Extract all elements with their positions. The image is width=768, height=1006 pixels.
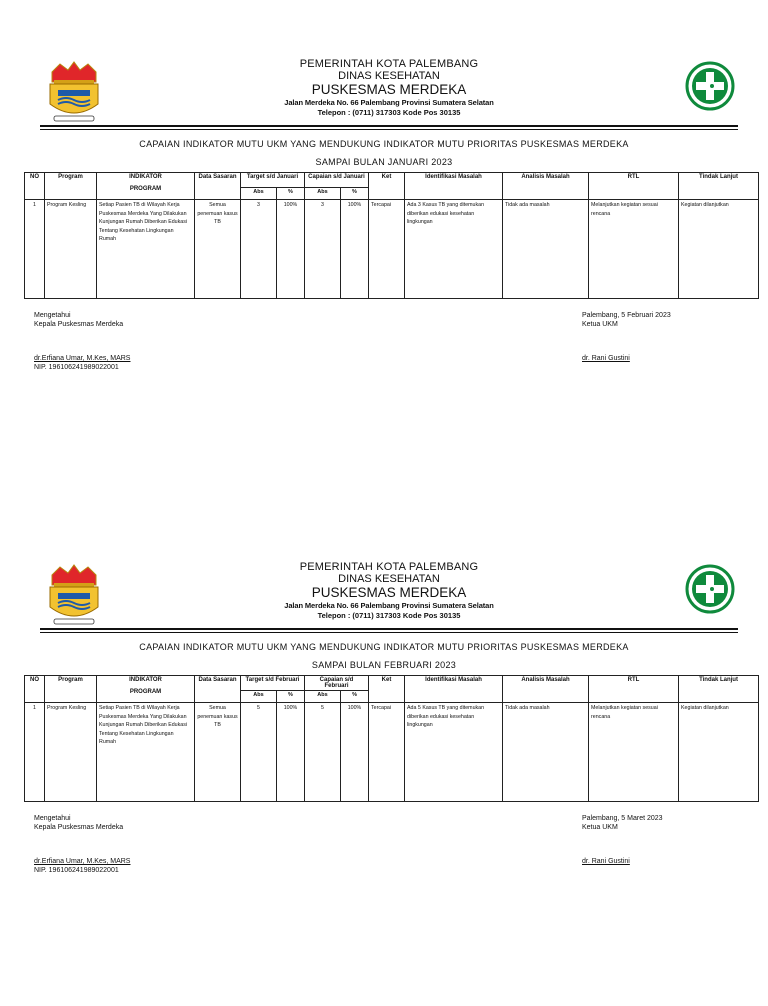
sign-right-label1: Palembang, 5 Maret 2023 <box>582 815 663 822</box>
header-puskesmas: PUSKESMAS MERDEKA <box>311 82 467 97</box>
col-identifikasi: Identifikasi Masalah <box>405 173 503 200</box>
report-february <box>0 503 768 903</box>
palembang-city-emblem-icon <box>46 563 102 627</box>
cell-target-pct: 100% <box>277 703 305 802</box>
col-capaian: Capaian s/d Februari <box>305 676 369 691</box>
col-ket: Ket <box>369 676 405 703</box>
report-title: CAPAIAN INDIKATOR MUTU UKM YANG MENDUKUNG INDIKATOR MUTU PRIORITAS PUSKESMAS MERDEKA <box>139 642 629 652</box>
cell-tindak: Kegiatan dilanjutkan <box>679 200 759 299</box>
sign-right-label1: Palembang, 5 Februari 2023 <box>582 312 671 319</box>
cell-sasaran: Semua penemuan kasus TB <box>195 703 241 802</box>
cell-no: 1 <box>25 703 45 802</box>
header-divider <box>40 125 738 127</box>
col-rtl: RTL <box>589 173 679 200</box>
cell-target-pct: 100% <box>277 200 305 299</box>
cell-analisis: Tidak ada masalah <box>503 703 589 802</box>
indicator-table <box>24 172 759 299</box>
header-government: PEMERINTAH KOTA PALEMBANG <box>299 58 479 70</box>
cell-rtl: Melanjutkan kegiatan sesuai rencana <box>589 200 679 299</box>
col-data-sasaran: Data Sasaran <box>195 676 241 703</box>
cell-capaian-abs: 5 <box>305 703 341 802</box>
cell-identifikasi: Ada 5 Kasus TB yang ditemukan diberikan edukasi kesehatan lingkungan <box>405 703 503 802</box>
sign-left-name: dr.Erfiana Umar, M.Kes, MARS <box>34 858 131 865</box>
cell-indikator: Setiap Pasien TB di Wilayah Kerja Puskesmas Merdeka Yang Dilakukan Kunjungan Rumah Diberikan Edukasi Tentang Kesehatan Lingkungan Rumah <box>97 200 195 299</box>
col-identifikasi: Identifikasi Masalah <box>405 676 503 703</box>
sign-left-label2: Kepala Puskesmas Merdeka <box>34 321 124 328</box>
header-divider-thin <box>40 129 738 130</box>
col-data-sasaran: Data Sasaran <box>195 173 241 200</box>
cell-no: 1 <box>25 200 45 299</box>
signature-left <box>34 814 130 875</box>
cell-ket: Tercapai <box>369 703 405 802</box>
cell-sasaran: Semua penemuan kasus TB <box>195 200 241 299</box>
col-rtl: RTL <box>589 676 679 703</box>
report-subtitle: SAMPAI BULAN JANUARI 2023 <box>315 157 453 167</box>
cell-analisis: Tidak ada masalah <box>503 200 589 299</box>
sign-right-label2: Ketua UKM <box>582 321 618 328</box>
col-capaian-abs: Abs <box>305 691 341 703</box>
cell-capaian-pct: 100% <box>341 703 369 802</box>
cell-capaian-pct: 100% <box>341 200 369 299</box>
header-divider <box>40 628 738 630</box>
header-government: PEMERINTAH KOTA PALEMBANG <box>299 561 479 573</box>
signature-left <box>34 311 130 372</box>
sign-right-name: dr. Rani Gustini <box>582 858 630 865</box>
indicator-table <box>24 675 759 802</box>
report-january <box>0 0 768 400</box>
col-no: NO <box>25 173 45 200</box>
letterhead <box>200 58 578 122</box>
sign-left-label1: Mengetahui <box>34 815 71 822</box>
col-analisis: Analisis Masalah <box>503 173 589 200</box>
header-phone: Telepon : (0711) 317303 Kode Pos 30135 <box>317 611 461 620</box>
col-no: NO <box>25 676 45 703</box>
sign-left-nip: NIP. 196106241989022001 <box>34 364 119 371</box>
col-capaian: Capaian s/d Januari <box>305 173 369 188</box>
cell-rtl: Melanjutkan kegiatan sesuai rencana <box>589 703 679 802</box>
cell-program: Program Kesling <box>45 703 97 802</box>
col-target-pct: % <box>277 188 305 200</box>
cell-program: Program Kesling <box>45 200 97 299</box>
col-capaian-abs: Abs <box>305 188 341 200</box>
cell-capaian-abs: 3 <box>305 200 341 299</box>
cell-indikator: Setiap Pasien TB di Wilayah Kerja Puskesmas Merdeka Yang Dilakukan Kunjungan Rumah Diberikan Edukasi Tentang Kesehatan Lingkungan Rumah <box>97 703 195 802</box>
col-indikator: INDIKATOR PROGRAM <box>97 173 195 200</box>
report-subtitle: SAMPAI BULAN FEBRUARI 2023 <box>311 660 457 670</box>
header-address: Jalan Merdeka No. 66 Palembang Provinsi Sumatera Selatan <box>284 98 494 107</box>
table-row <box>25 703 759 802</box>
sign-left-nip: NIP. 196106241989022001 <box>34 867 119 874</box>
sign-right-label2: Ketua UKM <box>582 824 618 831</box>
col-capaian-pct: % <box>341 691 369 703</box>
cell-target-abs: 5 <box>241 703 277 802</box>
health-cross-emblem-icon <box>684 563 736 615</box>
header-department: DINAS KESEHATAN <box>338 573 440 585</box>
sign-left-label1: Mengetahui <box>34 312 71 319</box>
col-program: Program <box>45 173 97 200</box>
health-cross-emblem-icon <box>684 60 736 112</box>
header-phone: Telepon : (0711) 317303 Kode Pos 30135 <box>317 108 461 117</box>
cell-ket: Tercapai <box>369 200 405 299</box>
col-analisis: Analisis Masalah <box>503 676 589 703</box>
header-department: DINAS KESEHATAN <box>338 70 440 82</box>
col-target-pct: % <box>277 691 305 703</box>
palembang-city-emblem-icon <box>46 60 102 124</box>
col-indikator: INDIKATOR PROGRAM <box>97 676 195 703</box>
header-divider-thin <box>40 632 738 633</box>
col-target-abs: Abs <box>241 188 277 200</box>
col-target-abs: Abs <box>241 691 277 703</box>
letterhead <box>200 561 578 625</box>
sign-left-label2: Kepala Puskesmas Merdeka <box>34 824 124 831</box>
col-capaian-pct: % <box>341 188 369 200</box>
col-tindak: Tindak Lanjut <box>679 173 759 200</box>
table-row <box>25 200 759 299</box>
header-address: Jalan Merdeka No. 66 Palembang Provinsi Sumatera Selatan <box>284 601 494 610</box>
signature-right <box>582 311 671 363</box>
cell-target-abs: 3 <box>241 200 277 299</box>
cell-identifikasi: Ada 3 Kasus TB yang ditemukan diberikan edukasi kesehatan lingkungan <box>405 200 503 299</box>
report-title: CAPAIAN INDIKATOR MUTU UKM YANG MENDUKUNG INDIKATOR MUTU PRIORITAS PUSKESMAS MERDEKA <box>139 139 629 149</box>
col-target: Target s/d Februari <box>241 676 305 691</box>
col-target: Target s/d Januari <box>241 173 305 188</box>
col-program: Program <box>45 676 97 703</box>
col-ket: Ket <box>369 173 405 200</box>
header-puskesmas: PUSKESMAS MERDEKA <box>311 585 467 600</box>
sign-right-name: dr. Rani Gustini <box>582 355 630 362</box>
col-tindak: Tindak Lanjut <box>679 676 759 703</box>
sign-left-name: dr.Erfiana Umar, M.Kes, MARS <box>34 355 131 362</box>
signature-right <box>582 814 663 866</box>
cell-tindak: Kegiatan dilanjutkan <box>679 703 759 802</box>
